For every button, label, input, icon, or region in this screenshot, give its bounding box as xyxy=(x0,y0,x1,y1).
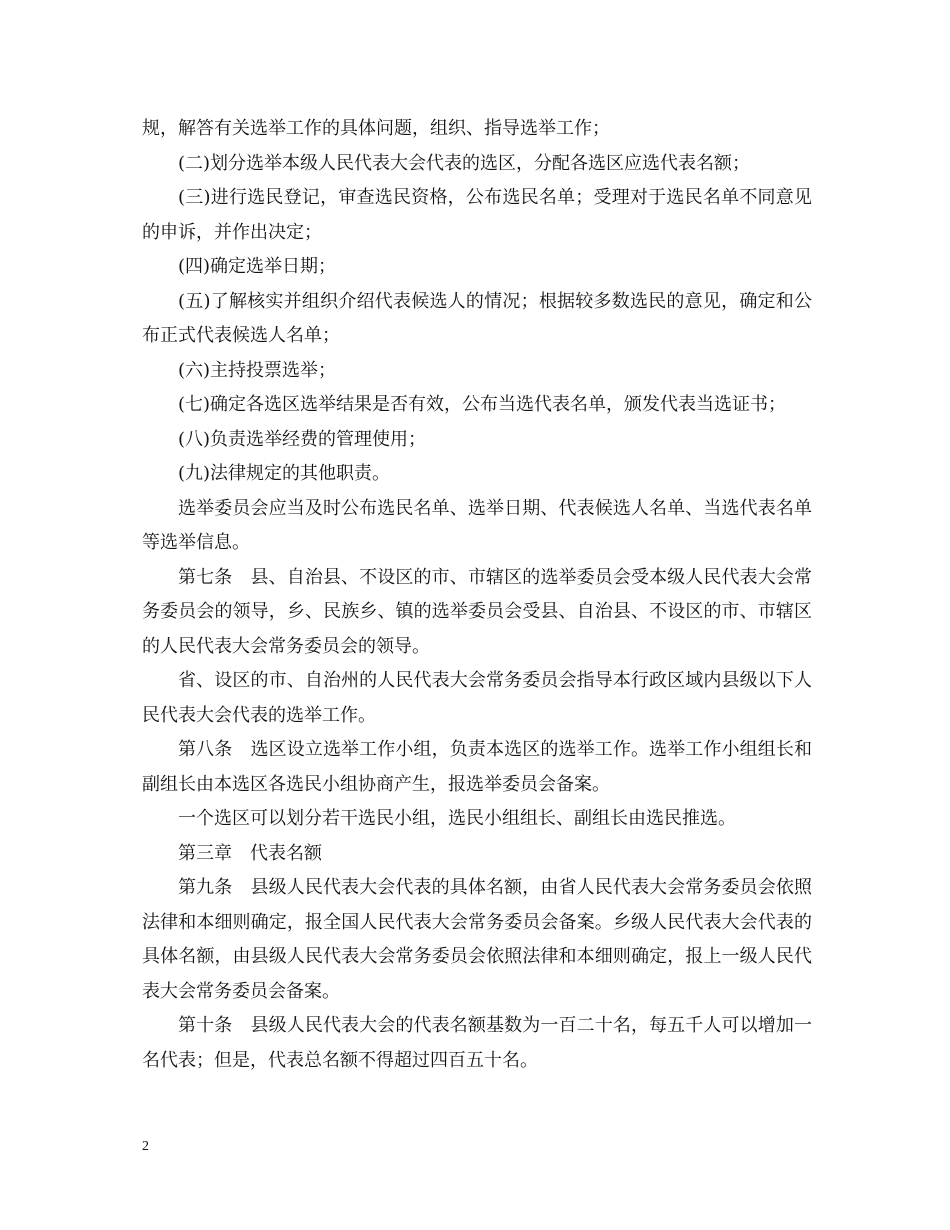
article-10: 第十条 县级人民代表大会的代表名额基数为一百二十名，每五千人可以增加一名代表；但是，代表总名额不得超过四百五十名。 xyxy=(142,1015,812,1071)
list-item-7: (七)确定各选区选举结果是否有效，公布当选代表名单，颁发代表当选证书； xyxy=(178,394,787,415)
page-number: 2 xyxy=(142,1139,149,1154)
list-item-5: (五)了解核实并组织介绍代表候选人的情况；根据较多数选民的意见，确定和公布正式代表候选人名单； xyxy=(142,290,812,346)
list-item-8: (八)负责选举经费的管理使用； xyxy=(178,428,427,450)
article-8-paragraph-2: 一个选区可以划分若干选民小组，选民小组组长、副组长由选民推选。 xyxy=(178,808,736,829)
paragraph-continuation: 规，解答有关选举工作的具体问题，组织、指导选举工作； xyxy=(142,118,610,139)
article-9: 第九条 县级人民代表大会代表的具体名额，由省人民代表大会常务委员会依照法律和本细则确定，报全国人民代表大会常务委员会备案。乡级人民代表大会代表的具体名额，由县级人民代表大会常务委员会依照法律和本细则确定，报上一级人民代表大会常务委员会备案。 xyxy=(142,877,812,1002)
chapter-heading: 第三章 代表名额 xyxy=(178,842,322,864)
list-item-2: (二)划分选举本级人民代表大会代表的选区，分配各选区应选代表名额； xyxy=(178,152,751,174)
article-7-paragraph-2: 省、设区的市、自治州的人民代表大会常务委员会指导本行政区域内县级以下人民代表大会代表的选举工作。 xyxy=(142,670,812,726)
paragraph-election-info: 选举委员会应当及时公布选民名单、选举日期、代表候选人名单、当选代表名单等选举信息。 xyxy=(142,497,812,553)
list-item-6: (六)主持投票选举； xyxy=(178,359,337,381)
list-item-4: (四)确定选举日期； xyxy=(178,256,337,277)
article-7: 第七条 县、自治县、不设区的市、市辖区的选举委员会受本级人民代表大会常务委员会的领导，乡、民族乡、镇的选举委员会受县、自治县、不设区的市、市辖区的人民代表大会常务委员会的领导。 xyxy=(142,566,812,657)
list-item-9: (九)法律规定的其他职责。 xyxy=(178,463,391,484)
document-body xyxy=(142,112,812,1078)
article-8: 第八条 选区设立选举工作小组，负责本选区的选举工作。选举工作小组组长和副组长由本选区各选民小组协商产生，报选举委员会备案。 xyxy=(142,739,812,795)
list-item-3: (三)进行选民登记，审查选民资格，公布选民名单；受理对于选民名单不同意见的申诉，并作出决定； xyxy=(142,187,812,243)
